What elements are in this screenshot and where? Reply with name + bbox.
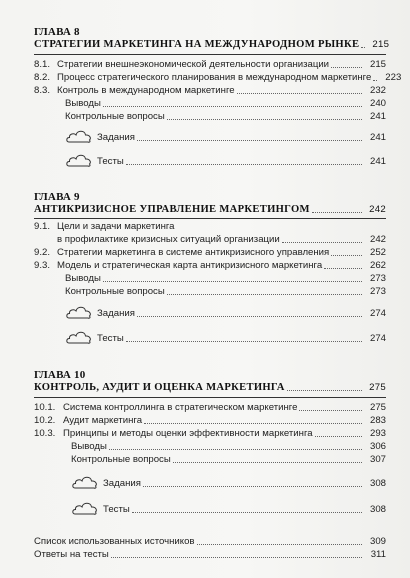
leader-dots [143, 486, 362, 487]
cloud-icon [65, 128, 93, 144]
cloud-icon [65, 152, 93, 168]
entry-text-line1: Цели и задачи маркетинга [57, 221, 175, 232]
entry-number: 9.2. [34, 247, 51, 258]
entry-text: Контрольные вопросы [71, 454, 171, 465]
toc-entry-8-tasks [34, 128, 386, 144]
leader-dots [167, 119, 362, 120]
leader-dots [167, 294, 362, 295]
chapter-10-label: ГЛАВА 10 [34, 369, 86, 381]
leader-dots [137, 140, 362, 141]
cloud-icon [71, 474, 99, 490]
toc-entry-9-questions [34, 285, 386, 298]
entry-page: 273 [369, 273, 386, 284]
toc-entry-8-3 [34, 84, 386, 97]
entry-number: 10.1. [34, 402, 56, 413]
chapter-10-title: КОНТРОЛЬ, АУДИТ И ОЦЕНКА МАРКЕТИНГА [34, 382, 285, 393]
toc-entry-answers [34, 548, 386, 561]
chapter-8-label: ГЛАВА 8 [34, 26, 80, 38]
chapter-9-title-page: 242 [369, 204, 386, 215]
chapter-10-title-row [34, 381, 386, 394]
entry-page: 215 [369, 59, 386, 70]
entry-text: Принципы и методы оценки эффективности маркетинга [63, 428, 313, 439]
entry-page: 223 [385, 72, 402, 83]
chapter-8-title: СТРАТЕГИИ МАРКЕТИНГА НА МЕЖДУНАРОДНОМ РЫНКЕ [34, 39, 360, 50]
toc-entry-8-conclusions [34, 97, 386, 110]
leader-dots [137, 316, 362, 317]
toc-entry-10-questions [34, 453, 386, 466]
chapter-9-label: ГЛАВА 9 [34, 191, 80, 203]
toc-entry-9-3 [34, 259, 386, 272]
entry-text: Стратегии внешнеэкономической деятельности организации [57, 59, 330, 70]
chapter-10-title-page: 275 [369, 382, 386, 393]
entry-text: Контрольные вопросы [65, 111, 165, 122]
toc-entry-10-3 [34, 427, 386, 440]
entry-number: 8.1. [34, 59, 51, 70]
leader-dots [237, 93, 362, 94]
leader-dots [144, 423, 362, 424]
entry-text: Система контроллинга в стратегическом маркетинге [63, 402, 298, 413]
toc-entry-9-tests [34, 329, 386, 345]
chapter-9-title: АНТИКРИЗИСНОЕ УПРАВЛЕНИЕ МАРКЕТИНГОМ [34, 204, 310, 215]
toc-entry-10-tasks [34, 474, 386, 490]
entry-text: Процесс стратегического планирования в международном маркетинге [57, 72, 372, 83]
leader-dots [373, 80, 377, 81]
toc-entry-8-tests [34, 152, 386, 168]
chapter-8-rule [34, 54, 386, 55]
leader-dots [299, 410, 362, 411]
toc-entry-10-1 [34, 401, 386, 414]
entry-text: Тесты [97, 156, 124, 167]
entry-page: 308 [369, 504, 386, 515]
entry-page: 232 [369, 85, 386, 96]
entry-text-line2: в профилактике кризисных ситуаций организации [57, 233, 280, 245]
chapter-8-title-page: 215 [372, 39, 390, 50]
leader-dots [109, 449, 362, 450]
entry-text: Контроль в международном маркетинге [57, 85, 235, 96]
entry-text: Выводы [65, 273, 101, 284]
leader-dots [173, 462, 362, 463]
chapter-9-title-row [34, 203, 386, 216]
entry-number: 8.2. [34, 72, 51, 83]
entry-number: 10.3. [34, 428, 56, 439]
toc-entry-9-conclusions [34, 272, 386, 285]
entry-page: 273 [369, 286, 386, 297]
entry-text: Выводы [65, 98, 101, 109]
entry-page: 241 [369, 111, 386, 122]
toc-entry-10-tests [34, 500, 386, 516]
entry-page: 308 [369, 478, 386, 489]
entry-number: 9.1. [34, 221, 51, 232]
entry-text: Список использованных источников [34, 536, 195, 547]
chapter-8-title-row [34, 38, 390, 51]
toc-entry-9-tasks [34, 304, 386, 320]
leader-dots [111, 557, 362, 558]
toc-entry-9-1 [34, 221, 386, 246]
leader-dots [126, 341, 362, 342]
toc-entry-10-2 [34, 414, 386, 427]
cloud-icon [65, 304, 93, 320]
leader-dots [312, 212, 362, 213]
leader-dots [361, 47, 365, 48]
entry-number: 9.3. [34, 260, 51, 271]
entry-number: 8.3. [34, 85, 51, 96]
entry-text: Тесты [97, 333, 124, 344]
toc-entry-8-2 [34, 71, 402, 84]
toc-entry-8-questions [34, 110, 386, 123]
entry-page: 241 [369, 132, 386, 143]
entry-text: Аудит маркетинга [63, 415, 143, 426]
cloud-icon [65, 329, 93, 345]
toc-entry-8-1 [34, 58, 386, 71]
leader-dots [132, 512, 362, 513]
entry-page: 283 [369, 415, 386, 426]
entry-page: 293 [369, 428, 386, 439]
cloud-icon [71, 500, 99, 516]
chapter-10-rule [34, 397, 386, 398]
entry-page: 252 [369, 247, 386, 258]
entry-text: Задания [97, 308, 135, 319]
entry-page: 309 [369, 536, 386, 547]
leader-dots [103, 281, 362, 282]
toc-entry-10-conclusions [34, 440, 386, 453]
entry-page: 311 [370, 549, 386, 560]
entry-text: Задания [103, 478, 141, 489]
entry-page: 240 [369, 98, 386, 109]
leader-dots [331, 255, 362, 256]
leader-dots [315, 436, 362, 437]
leader-dots [331, 67, 362, 68]
leader-dots [126, 164, 362, 165]
entry-text: Стратегии маркетинга в системе антикризисного управления [57, 247, 330, 258]
leader-dots [287, 390, 362, 391]
entry-page: 274 [369, 308, 386, 319]
leader-dots [324, 268, 362, 269]
entry-text: Тесты [103, 504, 130, 515]
entry-text: Модель и стратегическая карта антикризисного маркетинга [57, 260, 323, 271]
entry-text: Выводы [71, 441, 107, 452]
entry-page: 274 [369, 333, 386, 344]
entry-text: Задания [97, 132, 135, 143]
chapter-9-rule [34, 218, 386, 219]
entry-page: 307 [369, 454, 386, 465]
toc-entry-9-2 [34, 246, 386, 259]
entry-page: 242 [369, 233, 386, 245]
entry-page: 262 [369, 260, 386, 271]
entry-page: 275 [369, 402, 386, 413]
leader-dots [197, 544, 362, 545]
entry-text: Ответы на тесты [34, 549, 109, 560]
entry-text: Контрольные вопросы [65, 286, 165, 297]
leader-dots [103, 106, 362, 107]
entry-page: 306 [369, 441, 386, 452]
entry-page: 241 [369, 156, 386, 167]
toc-entry-sources [34, 535, 386, 548]
entry-number: 10.2. [34, 415, 56, 426]
leader-dots [282, 242, 362, 243]
